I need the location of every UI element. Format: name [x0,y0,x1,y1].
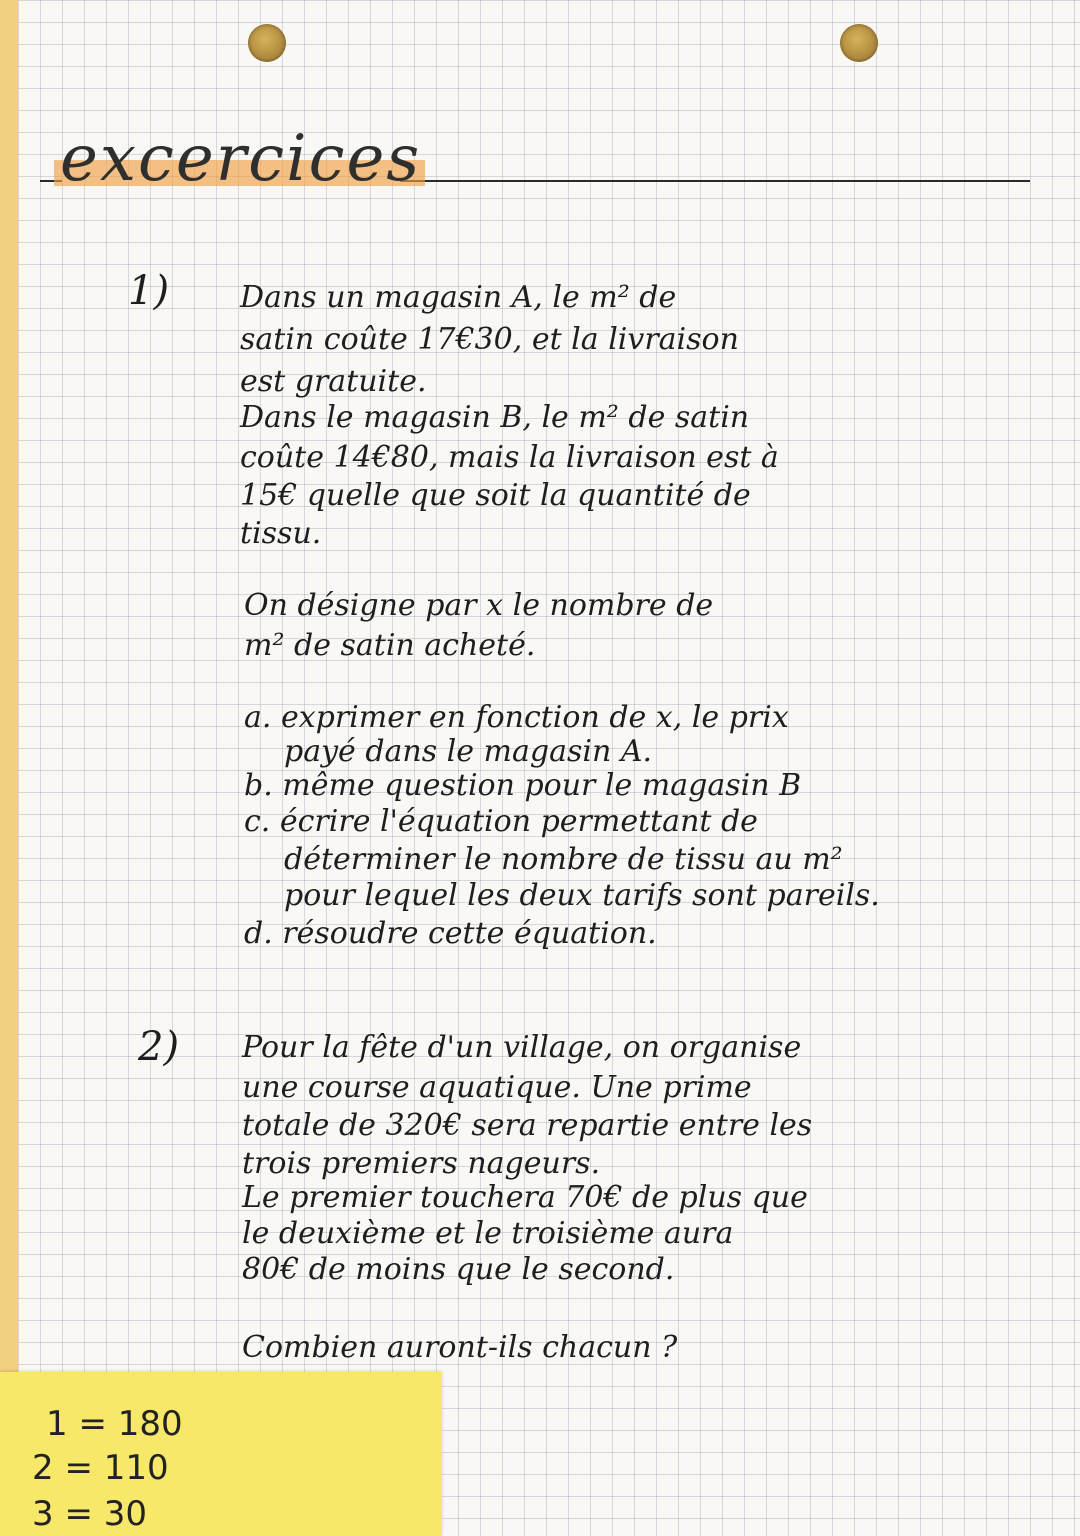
question-item: d. résoudre cette équation. [244,916,657,951]
punch-hole-right [840,24,878,62]
punch-hole-left [248,24,286,62]
question-item: b. même question pour le magasin B [244,768,802,803]
question-item: c. écrire l'équation permettant de [244,804,758,839]
answer-first: 1 = 180 [46,1404,183,1444]
exercise-2-line: une course aquatique. Une prime [242,1070,752,1105]
exercise-2-line: Pour la fête d'un village, on organise [242,1030,802,1065]
exercise-1-line: Dans un magasin A, le m² de [240,280,677,315]
exercise-1-definition: m² de satin acheté. [244,628,536,663]
question-item: pour lequel les deux tarifs sont pareils. [284,878,880,913]
exercise-1-line: coûte 14€80, mais la livraison est à [240,440,779,475]
exercise-2-line: 80€ de moins que le second. [242,1252,675,1287]
page-title: excercices [60,122,422,196]
sticky-note [0,1372,442,1536]
page-margin [0,0,18,1536]
exercise-2-question: Combien auront-ils chacun ? [242,1330,678,1365]
exercise-2-line: totale de 320€ sera repartie entre les [242,1108,813,1143]
exercise-2-line: le deuxième et le troisième aura [242,1216,734,1251]
exercise-1-line: satin coûte 17€30, et la livraison [240,322,739,357]
exercise-1-line: est gratuite. [240,364,427,399]
exercise-1-line: 15€ quelle que soit la quantité de [240,478,751,513]
exercise-1-definition: On désigne par x le nombre de [244,588,714,623]
answer-second: 2 = 110 [32,1448,169,1488]
exercise-1-line: Dans le magasin B, le m² de satin [240,400,750,435]
question-item: déterminer le nombre de tissu au m² [284,842,843,877]
exercise-1-number: 1) [128,268,170,314]
question-item: a. exprimer en fonction de x, le prix [244,700,789,735]
exercise-2-line: Le premier touchera 70€ de plus que [242,1180,808,1215]
exercise-2-line: trois premiers nageurs. [242,1146,601,1181]
title-rule-right [400,180,1030,182]
question-item: payé dans le magasin A. [284,734,653,769]
exercise-2-number: 2) [138,1024,180,1070]
exercise-1-line: tissu. [240,516,322,551]
answer-third: 3 = 30 [32,1494,147,1534]
